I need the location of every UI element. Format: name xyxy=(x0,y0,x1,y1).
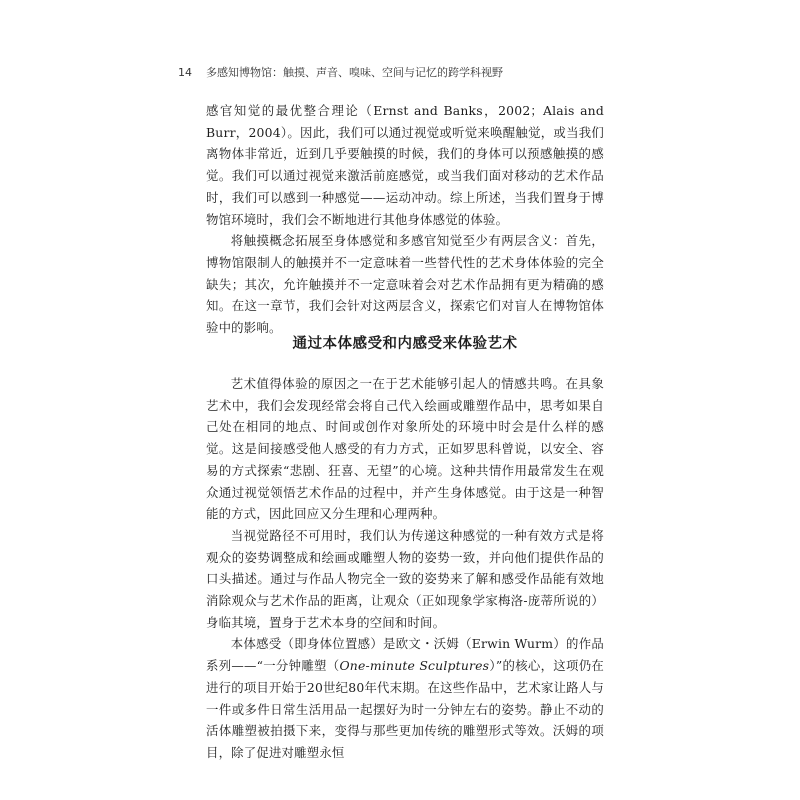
text-block-before-heading xyxy=(206,100,604,339)
paragraph: 当视觉路径不可用时，我们认为传递这种感觉的一种有效方式是将观众的姿势调整成和绘画或雕塑人物的姿势一致，并向他们提供作品的口头描述。通过与作品人物完全一致的姿势来了解和感受作品能有效地消除观众与艺术作品的距离，让观众（正如现象学家梅洛-庞蒂所说的）身临其境，置身于艺术本身的空间和时间。 xyxy=(206,527,604,630)
running-title: 多感知博物馆：触摸、声音、嗅味、空间与记忆的跨学科视野 xyxy=(206,66,503,79)
text-block-after-heading xyxy=(206,373,604,764)
paragraph: 将触摸概念拓展至身体感觉和多感官知觉至少有两层含义：首先，博物馆限制人的触摸并不一定意味着一些替代性的艺术身体体验的完全缺失；其次，允许触摸并不一定意味着会对艺术作品拥有更为精确的感知。在这一章节，我们会针对这两层含义，探索它们对盲人在博物馆体验中的影响。 xyxy=(206,233,604,336)
paragraph-continued: 感官知觉的最优整合理论（Ernst and Banks，2002；Alais and Burr，2004）。因此，我们可以通过视觉或听觉来唤醒触觉，或当我们离物体非常近，近到几乎要触摸的时候，我们的身体可以预感触摸的感觉。我们可以通过视觉来激活前庭感觉，或当我们面对移动的艺术作品时，我们可以感到一种感觉——运动冲动。综上所述，当我们置身于博物馆环境时，我们会不断地进行其他身体感觉的体验。 xyxy=(206,103,604,227)
paragraph-text: 本体感受（即身体位置感）是欧文・沃姆（Erwin Wurm）的作品系列——“一分钟雕塑（ xyxy=(206,636,604,674)
paragraph: 艺术值得体验的原因之一在于艺术能够引起人的情感共鸣。在具象艺术中，我们会发现经常会将自己代入绘画或雕塑作品中，思考如果自己处在相同的地点、时间或创作对象所处的环境中时会是什么样的感觉。这是间接感受他人感受的有力方式，正如罗思科曾说，以安全、容易的方式探索“悲剧、狂喜、无望”的心境。这种共情作用最常发生在观众通过视觉领悟艺术作品的过程中，并产生身体感觉。由于这是一种智能的方式，因此回应又分生理和心理两种。 xyxy=(206,376,604,522)
work-title-italic: One-minute Sculptures xyxy=(339,658,490,674)
paragraph-last xyxy=(206,633,604,763)
running-head xyxy=(178,64,503,80)
section-heading: 通过本体感受和内感受来体验艺术 xyxy=(292,336,518,352)
page-number: 14 xyxy=(178,66,192,79)
paragraph-text: ）”的核心，这项仍在进行的项目开始于20世纪80年代末期。在这些作品中，艺术家让路人与一件或多件日常生活用品一起摆好为时一分钟左右的姿势。静止不动的活体雕塑被拍摄下来，变得与那些更加传统的雕塑形式等效。沃姆的项目，除了促进对雕塑永恒 xyxy=(206,658,604,760)
